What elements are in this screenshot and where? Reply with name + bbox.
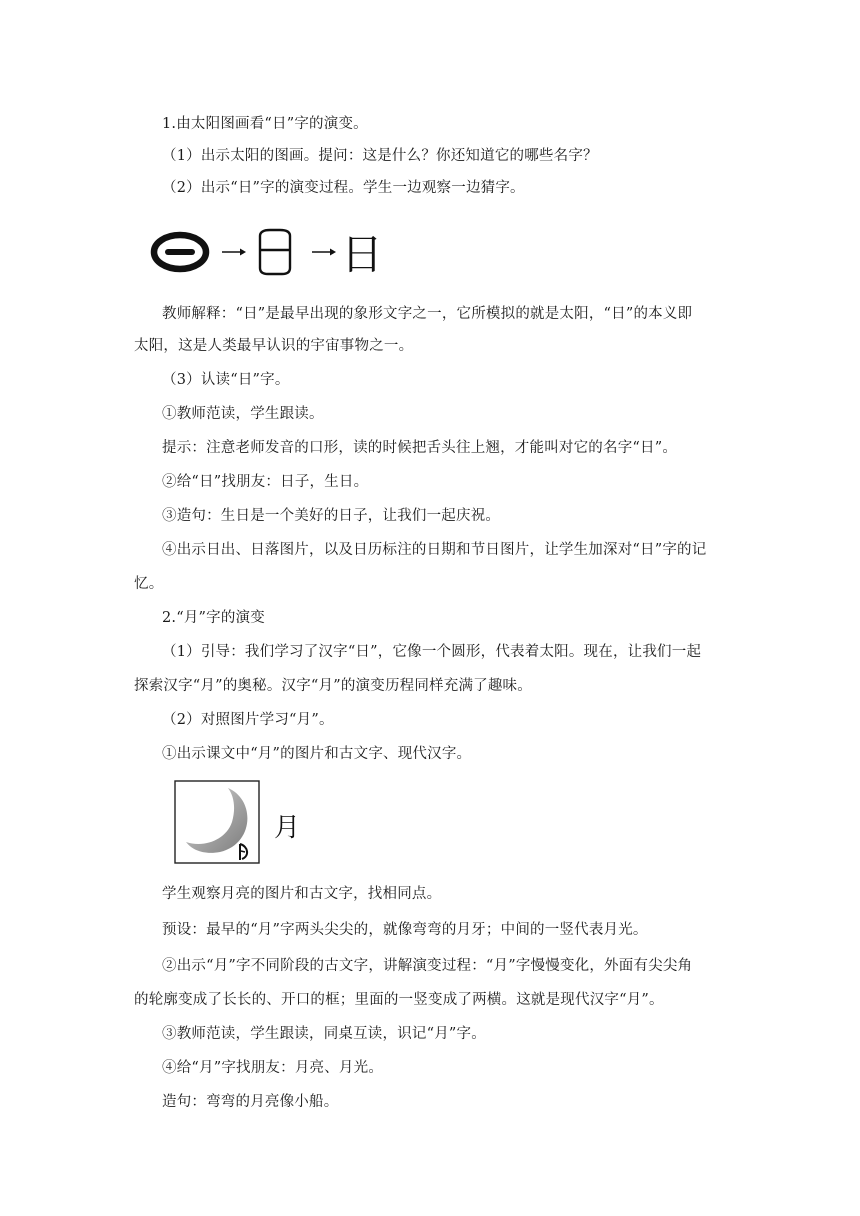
paragraph: 探索汉字“月”的奥秘。汉字“月”的演变历程同样充满了趣味。 <box>134 678 532 694</box>
paragraph: 忆。 <box>134 576 164 592</box>
ri-seal-glyph <box>260 230 290 274</box>
paragraph: （2）对照图片学习“月”。 <box>162 712 334 728</box>
paragraph: ③造句：生日是一个美好的日子，让我们一起庆祝。 <box>162 508 501 524</box>
heading-ri: 1.由太阳图画看“日”字的演变。 <box>162 116 368 132</box>
paragraph: 的轮廓变成了长长的、开口的框；里面的一竖变成了两横。这就是现代汉字“月”。 <box>134 992 664 1008</box>
ri-modern-glyph: 日 <box>341 230 384 279</box>
ri-evolution-figure <box>148 224 388 280</box>
heading-yue: 2.“月”字的演变 <box>162 610 265 626</box>
paragraph: ①教师范读，学生跟读。 <box>162 406 324 422</box>
paragraph: 学生观察月亮的图片和古文字，找相同点。 <box>162 886 442 902</box>
arrow-right-icon <box>312 249 336 256</box>
paragraph: ①出示课文中“月”的图片和古文字、现代汉字。 <box>162 746 472 762</box>
paragraph: （2）出示“日”字的演变过程。学生一边观察一边猜字。 <box>162 180 525 196</box>
paragraph: （3）认读“日”字。 <box>162 372 290 388</box>
paragraph: ②给“日”找朋友：日子，生日。 <box>162 474 369 490</box>
paragraph: 预设：最早的“月”字两头尖尖的，就像弯弯的月牙；中间的一竖代表月光。 <box>162 922 648 938</box>
paragraph: 教师解释：“日”是最早出现的象形文字之一，它所模拟的就是太阳，“日”的本义即 <box>162 306 693 322</box>
yue-figure <box>174 780 314 866</box>
paragraph: ④给“月”字找朋友：月亮、月光。 <box>162 1060 384 1076</box>
paragraph: 造句：弯弯的月亮像小船。 <box>162 1094 339 1110</box>
paragraph: 提示：注意老师发音的口形，读的时候把舌头往上翘，才能叫对它的名字“日”。 <box>162 440 678 456</box>
paragraph: （1）引导：我们学习了汉字“日”，它像一个圆形，代表着太阳。现在，让我们一起 <box>162 644 702 660</box>
paragraph: 太阳，这是人类最早认识的宇宙事物之一。 <box>134 338 414 354</box>
paragraph: ④出示日出、日落图片，以及日历标注的日期和节日图片，让学生加深对“日”字的记 <box>162 542 707 558</box>
yue-modern-glyph: 月 <box>274 813 301 843</box>
ri-oracle-glyph <box>154 235 206 269</box>
paragraph: ②出示“月”字不同阶段的古文字，讲解演变过程：“月”字慢慢变化，外面有尖尖角 <box>162 958 693 974</box>
paragraph: （1）出示太阳的图画。提问：这是什么？你还知道它的哪些名字？ <box>162 148 598 164</box>
arrow-right-icon <box>222 249 246 256</box>
paragraph: ③教师范读，学生跟读，同桌互读，识记“月”字。 <box>162 1026 486 1042</box>
